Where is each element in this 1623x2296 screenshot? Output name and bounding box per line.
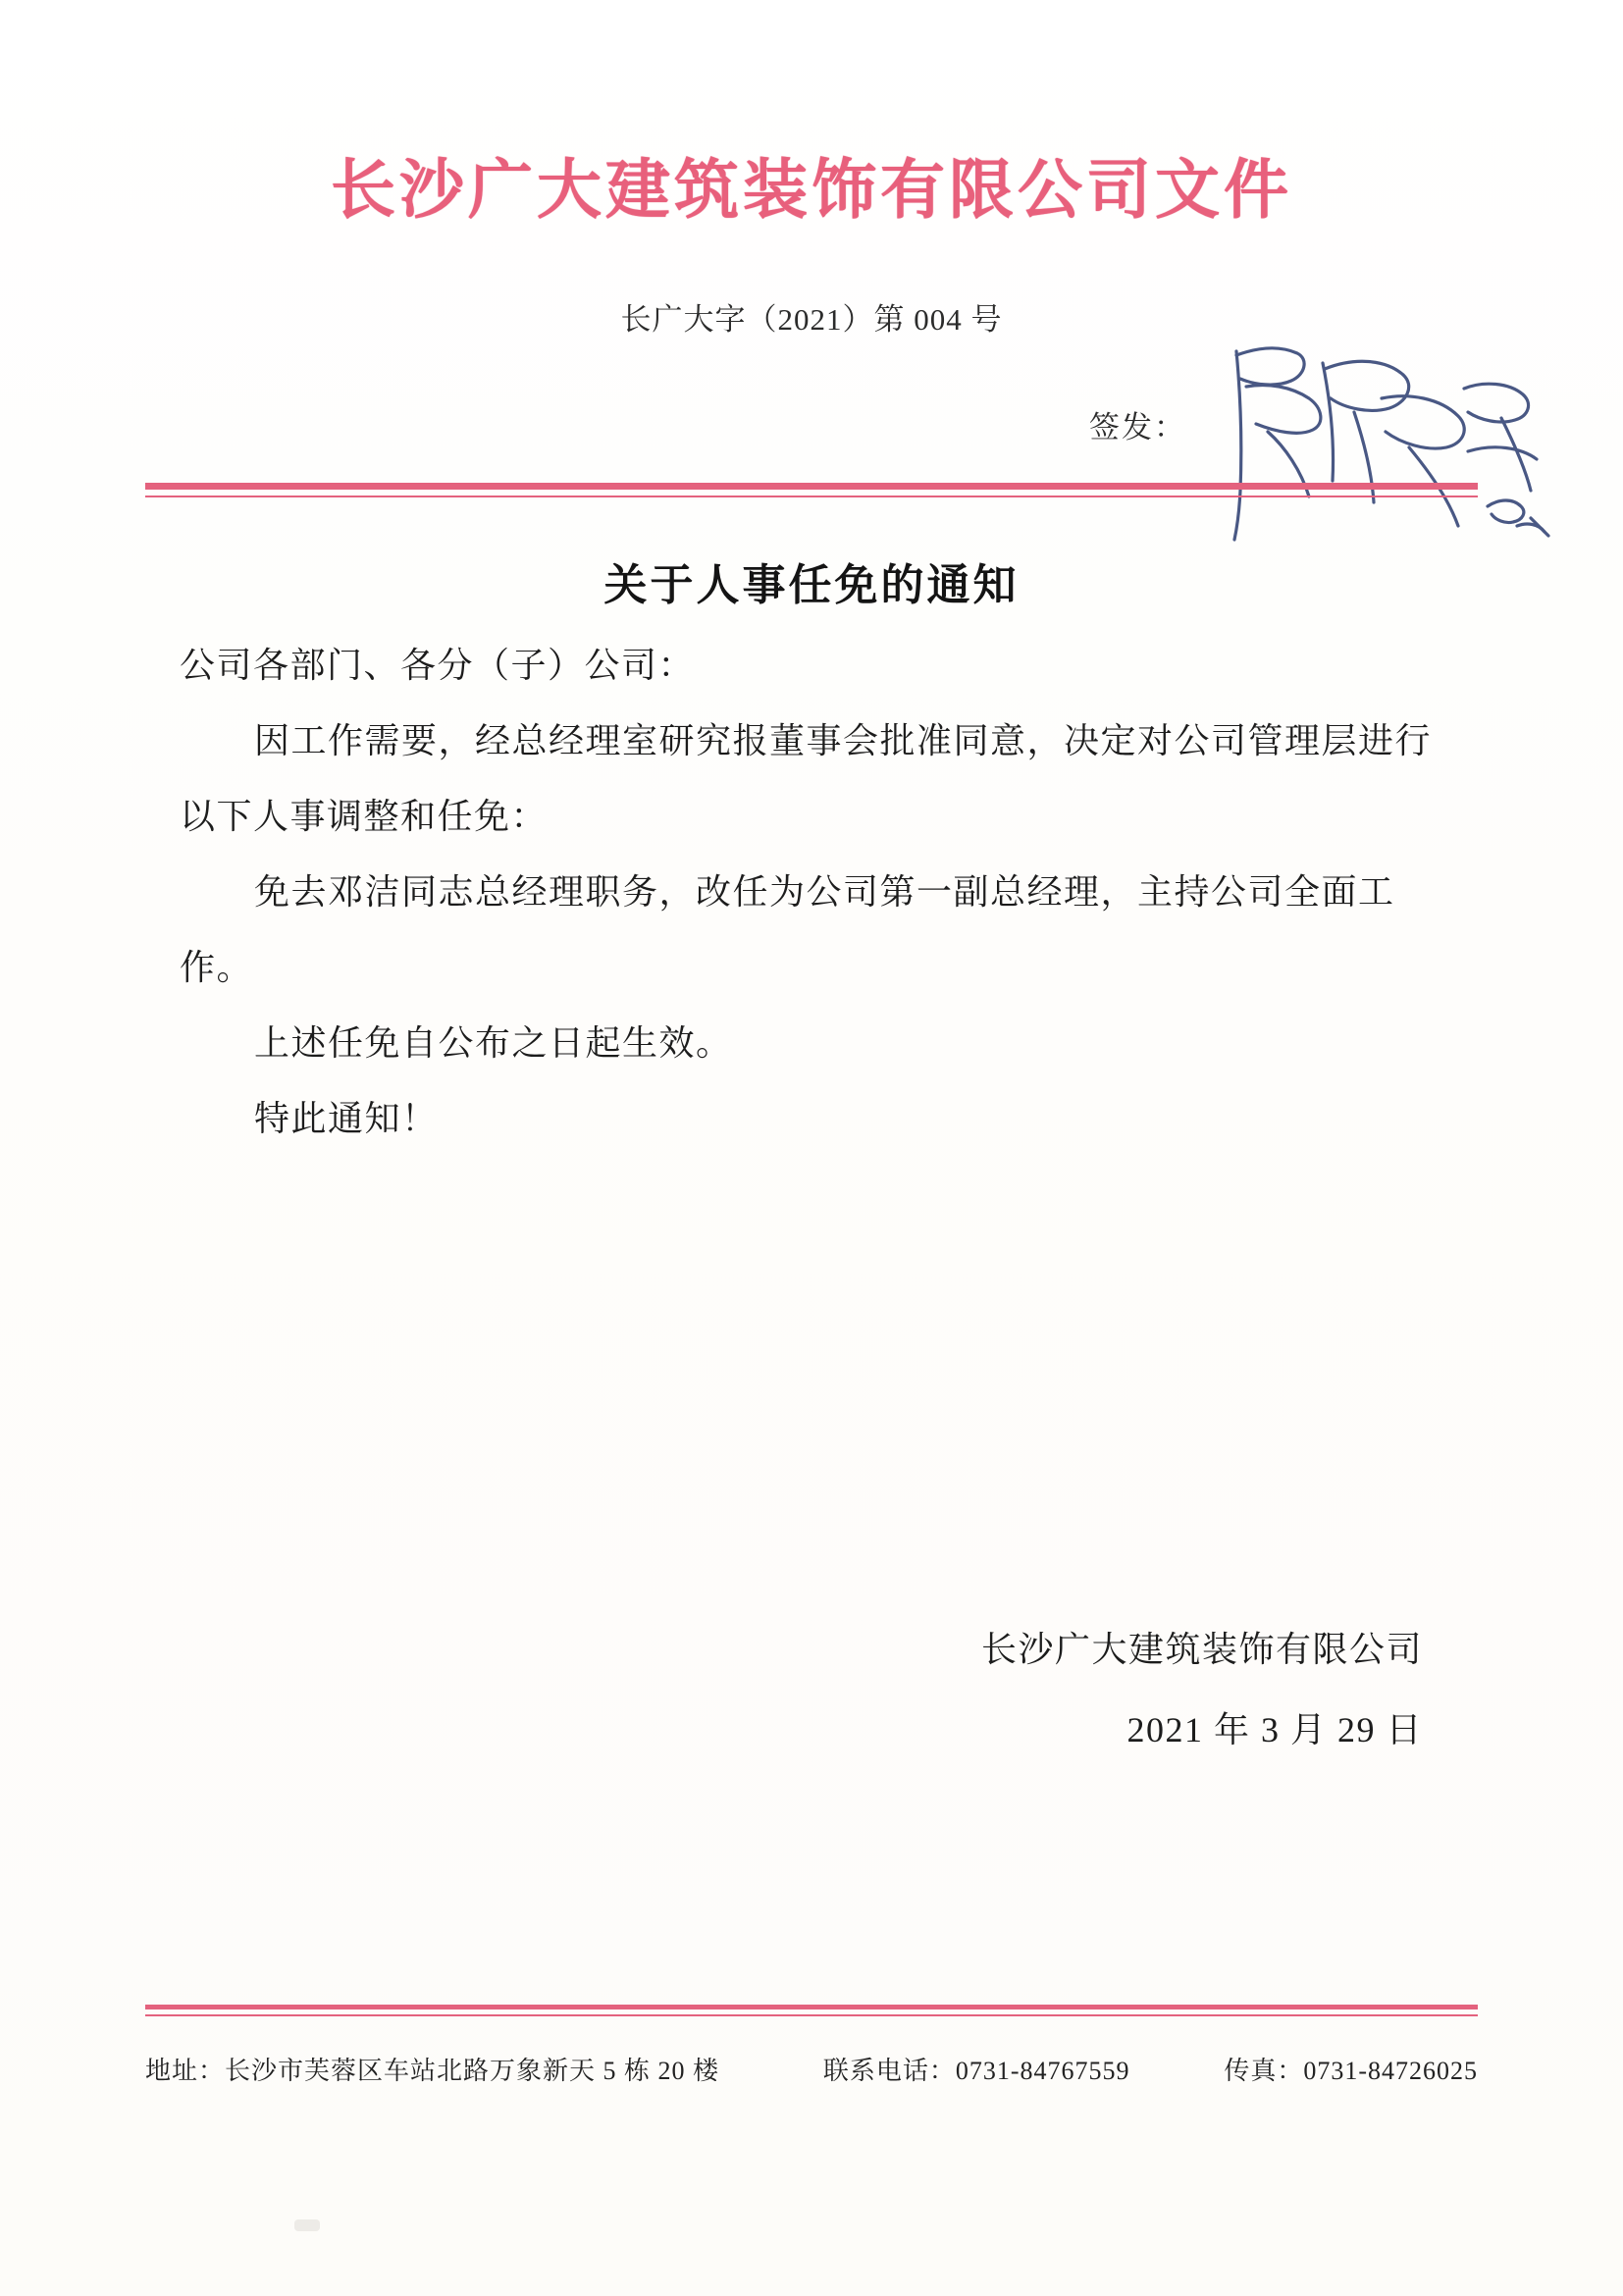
- scan-artifact: [294, 2219, 320, 2231]
- footer-fax: 传真：0731-84726025: [1224, 2057, 1478, 2085]
- footer-divider-thick: [145, 2005, 1478, 2009]
- document-body: [180, 628, 1445, 1157]
- issuer-label: 签发：: [1089, 410, 1186, 444]
- company-letterhead-title: 长沙广大建筑装饰有限公司文件: [331, 151, 1292, 228]
- body-paragraph-1: 因工作需要，经总经理室研究报董事会批准同意，决定对公司管理层进行以下人事调整和任免：: [180, 721, 1433, 836]
- body-paragraph-2: 免去邓洁同志总经理职务，改任为公司第一副总经理，主持公司全面工作。: [180, 872, 1395, 987]
- signoff-date: 2021 年 3 月 29 日: [1126, 1710, 1423, 1749]
- footer-address: 地址：长沙市芙蓉区车站北路万象新天 5 栋 20 楼: [145, 2057, 720, 2085]
- document-number: 长广大字（2021）第 004 号: [620, 302, 1003, 337]
- notice-subject-title: 关于人事任免的通知: [603, 560, 1020, 610]
- header-divider-thick: [145, 483, 1478, 490]
- signoff-company: 长沙广大建筑装饰有限公司: [980, 1630, 1423, 1669]
- footer-divider-thin: [145, 2014, 1478, 2016]
- body-paragraph-3: 上述任免自公布之日起生效。: [254, 1023, 733, 1063]
- document-footer: [145, 2051, 1478, 2087]
- header-divider-thin: [145, 496, 1478, 497]
- body-paragraph-4: 特此通知！: [254, 1099, 439, 1138]
- signoff-block: [0, 1609, 1423, 1770]
- salutation-line: 公司各部门、各分（子）公司：: [180, 646, 696, 685]
- footer-phone: 联系电话：0731-84767559: [822, 2057, 1130, 2085]
